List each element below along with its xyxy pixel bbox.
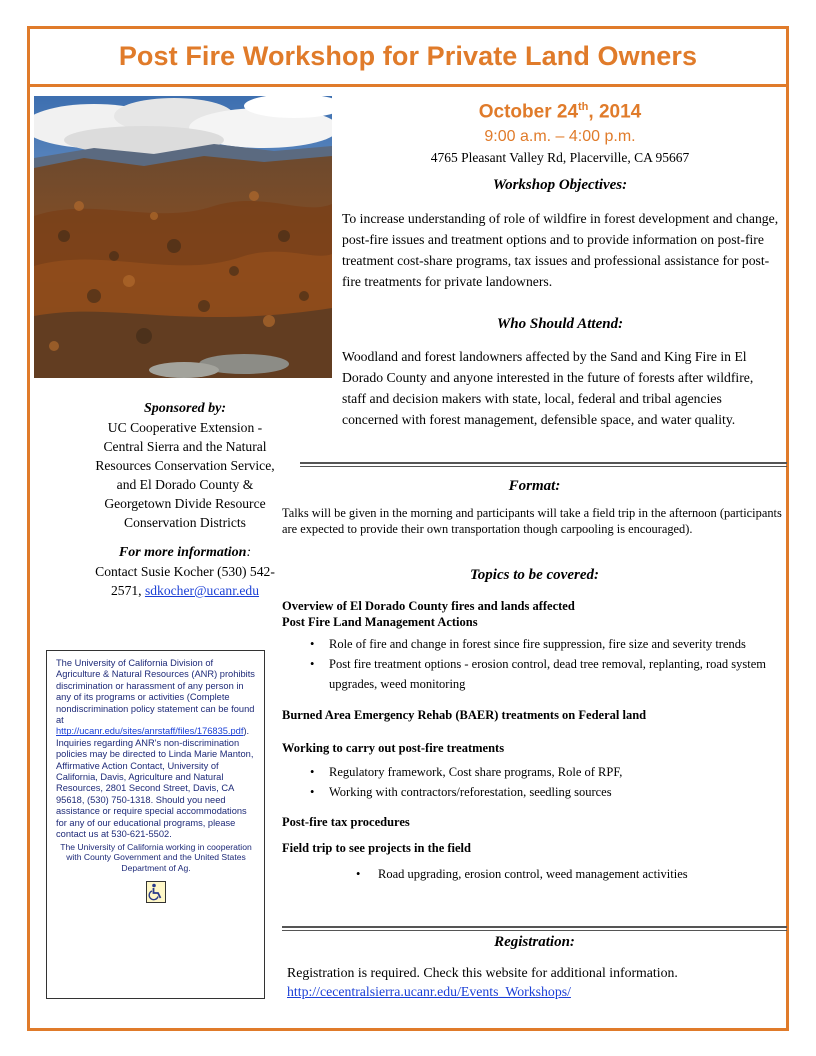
event-time: 9:00 a.m. – 4:00 p.m. (484, 128, 636, 145)
format-heading: Format: (508, 478, 561, 494)
policy-link[interactable]: http://ucanr.edu/sites/anrstaff/files/176835.pdf (56, 726, 244, 737)
list-item: • Road upgrading, erosion control, weed management activities (282, 864, 782, 884)
sponsor-line: and El Dorado County & (116, 477, 254, 492)
list-item: • Role of fire and change in forest since fire suppression, fire size and severity trends (282, 634, 782, 654)
registration-link[interactable]: http://cecentralsierra.ucanr.edu/Events_Workshops/ (287, 984, 571, 999)
sponsor-line: Resources Conservation Service, (95, 458, 275, 473)
registration-block (287, 963, 785, 1001)
attend-heading: Who Should Attend: (496, 316, 624, 332)
sponsor-line: UC Cooperative Extension - (107, 420, 263, 435)
title-bar (30, 29, 786, 87)
wheelchair-accessibility-icon (146, 881, 166, 903)
objectives-text: To increase understanding of role of wildfire in forest development and change, post-fire issues and treatment options and to provide information on post-fire treatment cost-share programs, tax issues and professional assistance for post-fire treatments for private landowners. (342, 211, 779, 289)
contact-heading: For more information: (118, 545, 252, 560)
list-item: • Regulatory framework, Cost share programs, Role of RPF, (282, 762, 782, 782)
sponsor-heading: Sponsored by: (143, 401, 227, 416)
topics-heading: Topics to be covered: (470, 567, 599, 583)
section-divider (300, 462, 787, 464)
topic-title: Working to carry out post-fire treatments (282, 741, 505, 755)
topic-title: Burned Area Emergency Rehab (BAER) treatments on Federal land (282, 708, 647, 722)
sponsor-line: Conservation Districts (124, 515, 246, 530)
topic-title: Post Fire Land Management Actions (282, 615, 478, 629)
burned-forest-photo (34, 96, 332, 378)
format-text: Talks will be given in the morning and participants will take a field trip in the afternoon (participants are expected to provide their own transportation though carpooling is encouraged). (282, 506, 782, 536)
topic-title: Overview of El Dorado County fires and lands affected (282, 599, 575, 613)
sponsor-line: Georgetown Divide Resource (104, 496, 266, 511)
contact-email-link[interactable]: sdkocher@ucanr.edu (144, 583, 260, 598)
section-divider (282, 926, 787, 928)
attend-text: Woodland and forest landowners affected by the Sand and King Fire in El Dorado County and anyone interested in the future of forests after wildfire, staff and decision makers with state, local, federal and tribal agencies concerned with forest management, defensible space, and water quality. (342, 349, 754, 427)
nondiscrimination-box (46, 650, 265, 999)
disclaimer-text: The University of California Division of Agriculture & Natural Resources (ANR) prohibits discrimination or harassment of any person in any of its programs or activities (Complete nondiscrimination policy statement can be found at http://ucanr.edu/sites/anrstaff/files/176835.pdf). Inquiries regarding ANR's non-discrimination policies may be directed to Linda Marie Manton, Affirmative Action Contact, University of California, Davis, Agriculture and Natural Resources, 2801 Second Street, Davis, CA 95618, (530) 750-1318. Should you need assistance or require special accommodations for any of our educational programs, please contact us at 530-621-5502. (56, 658, 255, 840)
registration-text: Registration is required. Check this website for additional information. (287, 965, 678, 980)
topic-title: Post-fire tax procedures (282, 815, 410, 829)
registration-heading: Registration: (494, 934, 575, 950)
topics-list (282, 598, 782, 884)
page-title: Post Fire Workshop for Private Land Owners (118, 41, 698, 71)
event-date: October 24th, 2014 (478, 101, 642, 123)
objectives-heading: Workshop Objectives: (492, 177, 628, 193)
list-item: • Working with contractors/reforestation, seedling sources (282, 782, 782, 802)
contact-line: Contact Susie Kocher (530) 542- (95, 564, 275, 579)
sponsor-line: Central Sierra and the Natural (103, 439, 267, 454)
topic-title: Field trip to see projects in the field (282, 841, 471, 855)
event-address: 4765 Pleasant Valley Rd, Placerville, CA 95667 (430, 150, 690, 165)
contact-line: 2571, sdkocher@ucanr.edu (110, 583, 260, 598)
list-item: • Post fire treatment options - erosion control, dead tree removal, replanting, road system upgrades, weed monitoring (282, 654, 782, 694)
disclaimer-cooperation: The University of California working in cooperation with County Government and the United States Department of Ag. (60, 841, 252, 873)
